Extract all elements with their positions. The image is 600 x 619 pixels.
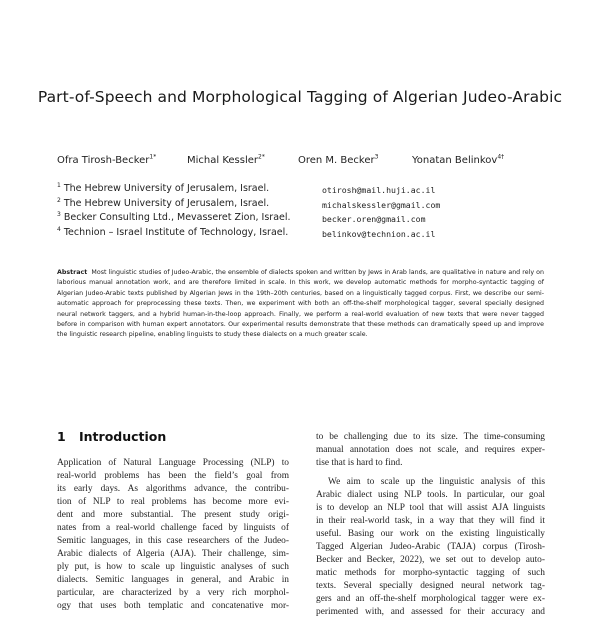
text-line: nates from a real-world challenge faced by linguists of xyxy=(57,523,289,533)
affiliation-name: The Hebrew University of Jerusalem, Israel. xyxy=(63,183,270,194)
text-line: ogy that uses both templatic and concatenative mor- xyxy=(57,601,289,611)
email-2[interactable]: michalskessler@gmail.com xyxy=(322,200,441,210)
text-line: gers and an off-the-shelf morphological tagger were ex- xyxy=(316,594,545,604)
email-1[interactable]: otirosh@mail.huji.ac.il xyxy=(322,185,436,195)
section-heading xyxy=(57,429,166,444)
text-line: particular, are characterized by a very rich morphol- xyxy=(57,588,289,598)
author-mark: 2* xyxy=(258,153,265,161)
text-line: is to develop an NLP tool that will assist AJA linguists xyxy=(316,503,545,513)
text-line: Becker and Becker, 2022), we set out to develop auto- xyxy=(316,555,545,565)
right-column xyxy=(316,431,545,619)
author-name: Yonatan Belinkov xyxy=(412,155,498,166)
affiliation-name: Becker Consulting Ltd., Mevasseret Zion, Israel. xyxy=(63,212,291,223)
affiliation-mark: 1 xyxy=(57,181,61,189)
email-4[interactable]: belinkov@technion.ac.il xyxy=(322,229,436,239)
section-number: 1 xyxy=(57,429,66,444)
author-name: Michal Kessler xyxy=(187,155,259,166)
author-name: Ofra Tirosh-Becker xyxy=(57,155,150,166)
email-3[interactable]: becker.oren@gmail.com xyxy=(322,214,426,224)
text-line: ply put, is how to scale up linguistic analyses of such xyxy=(57,562,289,572)
author-3 xyxy=(298,155,378,166)
text-line: useful. Basing our work on the existing linguistically xyxy=(316,529,545,539)
affiliation-mark: 4 xyxy=(57,225,61,233)
text-line: texts. Several specially designed neural network tag- xyxy=(316,581,545,591)
affiliation-2 xyxy=(57,198,269,209)
affiliation-1 xyxy=(57,183,269,194)
author-name: Oren M. Becker xyxy=(298,155,375,166)
author-mark: 3 xyxy=(374,153,379,161)
text-line: manual annotation does not scale, and requires exper- xyxy=(316,445,545,455)
author-2 xyxy=(187,155,265,166)
text-line: perimented with, and assessed for their accuracy and xyxy=(316,607,545,617)
abstract-label: Abstract xyxy=(57,269,88,276)
author-mark: 4† xyxy=(497,153,505,161)
text-line: Semitic languages, in this case researchers of the Judeo- xyxy=(57,536,289,546)
abstract xyxy=(57,268,544,341)
text-line: dent and more substantial. The present study origi- xyxy=(57,510,289,520)
text-line: dialects. Semitic languages in general, and Arabic in xyxy=(57,575,289,585)
text-line: tise that is hard to find. xyxy=(316,458,403,468)
text-line: real-world problems has been the field’s goal from xyxy=(57,471,289,481)
paper-title: Part-of-Speech and Morphological Tagging of Algerian Judeo-Arabic xyxy=(37,88,563,106)
affiliation-3 xyxy=(57,212,291,223)
text-line: in their real-world task, in a way that they will find it xyxy=(316,516,545,526)
section-title: Introduction xyxy=(79,429,167,444)
text-line: Arabic dialects of Algeria (AJA). Their challenge, sim- xyxy=(57,549,289,559)
text-line: Tagged Algerian Judeo-Arabic (TAJA) corpus (Tirosh- xyxy=(316,542,545,552)
text-line: Application of Natural Language Processing (NLP) to xyxy=(57,458,289,468)
left-column xyxy=(57,457,289,613)
text-line: We aim to scale up the linguistic analysis of this xyxy=(328,477,545,487)
abstract-text: Most linguistic studies of Judeo-Arabic, the ensemble of dialects spoken and written by Jews in Arab lands, are qualitative in nature and rely on laborious manual annotation work, and are therefore limited in scale. In this work, we develop automatic methods for morpho-syntactic tagging of Algerian Judeo-Arabic texts published by Algerian Jews in the 19th–20th centuries, based on a linguistically tagged corpus. First, we describe our semi-automatic approach for preprocessing these texts. Then, we experiment with both an off-the-shelf morphological tagger, several specially designed neural network taggers, and a hybrid human-in-the-loop approach. Finally, we perform a real-world evaluation of new texts that were never tagged before in comparison with human expert annotators. Our experimental results demonstrate that these methods can dramatically speed up and improve the linguistic research pipeline, enabling linguists to study these dialects on a much greater scale. xyxy=(57,269,544,339)
affiliation-4 xyxy=(57,227,288,238)
text-line: to be challenging due to its size. The time-consuming xyxy=(316,432,545,442)
text-line: tion of NLP to real problems has become more evi- xyxy=(57,497,289,507)
text-line: its early days. As algorithms advance, the contribu- xyxy=(57,484,289,494)
text-line: matic methods for morpho-syntactic tagging of such xyxy=(316,568,545,578)
affiliation-name: Technion – Israel Institute of Technology, Israel. xyxy=(63,227,289,238)
affiliation-mark: 3 xyxy=(57,210,61,218)
affiliation-mark: 2 xyxy=(57,196,61,204)
author-4 xyxy=(412,155,504,166)
text-line: Arabic dialect using NLP tools. In particular, our goal xyxy=(316,490,545,500)
author-mark: 1* xyxy=(149,153,157,161)
author-1 xyxy=(57,155,156,166)
affiliation-name: The Hebrew University of Jerusalem, Israel. xyxy=(63,198,270,209)
